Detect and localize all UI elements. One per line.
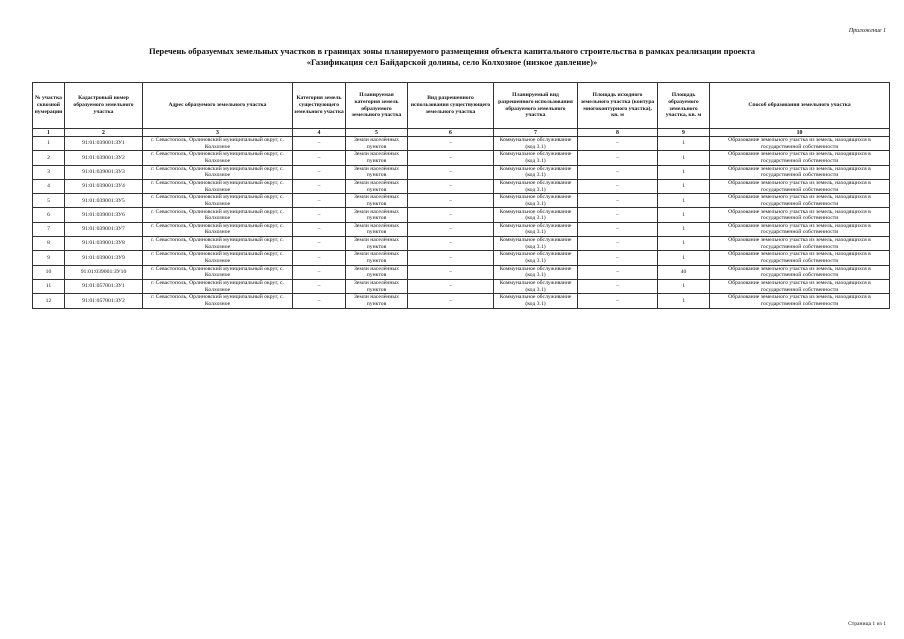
cell-planned-category: Земли населённых пунктов xyxy=(346,294,408,308)
table-row xyxy=(33,237,890,251)
table-row xyxy=(33,265,890,279)
cell-existing-use: – xyxy=(408,265,494,279)
cell-cadastral-number: 91:01:039001:ЗУ8 xyxy=(65,237,143,251)
table-row xyxy=(33,208,890,222)
cell-address: г. Севастополь, Орлиновский муниципальный округ, с. Колхозное xyxy=(143,194,293,208)
cell-plot-area: 1 xyxy=(658,279,710,293)
cell-planned-category: Земли населённых пунктов xyxy=(346,265,408,279)
column-number: 8 xyxy=(578,129,658,137)
cell-source-area: – xyxy=(578,194,658,208)
cell-source-area: – xyxy=(578,279,658,293)
cell-existing-use: – xyxy=(408,179,494,193)
cell-existing-category: – xyxy=(293,137,346,151)
table-row xyxy=(33,165,890,179)
title-line-2: «Газификация сел Байдарской долины, село Колхозное (низкое давление)» xyxy=(306,56,598,67)
cell-existing-use: – xyxy=(408,279,494,293)
cell-existing-category: – xyxy=(293,165,346,179)
cell-planned-use: Коммунальное обслуживание (код 3.1) xyxy=(494,194,578,208)
cell-plot-number: 9 xyxy=(33,251,65,265)
cell-existing-use: – xyxy=(408,165,494,179)
cell-plot-number: 8 xyxy=(33,237,65,251)
cell-cadastral-number: 91:01:039001:ЗУ5 xyxy=(65,194,143,208)
cell-existing-category: – xyxy=(293,151,346,165)
cell-address: г. Севастополь, Орлиновский муниципальный округ, с. Колхозное xyxy=(143,222,293,236)
cell-source-area: – xyxy=(578,237,658,251)
table-body xyxy=(33,137,890,309)
cell-existing-use: – xyxy=(408,208,494,222)
cell-formation-method: Образование земельного участка из земель, находящихся в государственной собственности xyxy=(710,165,890,179)
cell-address: г. Севастополь, Орлиновский муниципальный округ, с. Колхозное xyxy=(143,265,293,279)
table-row xyxy=(33,179,890,193)
page-number: Страница 1 из 1 xyxy=(848,621,886,627)
cell-formation-method: Образование земельного участка из земель, находящихся в государственной собственности xyxy=(710,265,890,279)
cell-formation-method: Образование земельного участка из земель, находящихся в государственной собственности xyxy=(710,294,890,308)
cell-source-area: – xyxy=(578,151,658,165)
cell-plot-area: 1 xyxy=(658,179,710,193)
cell-plot-number: 5 xyxy=(33,194,65,208)
cell-planned-use: Коммунальное обслуживание (код 3.1) xyxy=(494,237,578,251)
cell-plot-area: 1 xyxy=(658,208,710,222)
cell-plot-number: 4 xyxy=(33,179,65,193)
column-number: 10 xyxy=(710,129,890,137)
table-row xyxy=(33,279,890,293)
cell-address: г. Севастополь, Орлиновский муниципальный округ, с. Колхозное xyxy=(143,294,293,308)
cell-planned-use: Коммунальное обслуживание (код 3.1) xyxy=(494,208,578,222)
cell-address: г. Севастополь, Орлиновский муниципальный округ, с. Колхозное xyxy=(143,165,293,179)
cell-plot-number: 7 xyxy=(33,222,65,236)
cell-source-area: – xyxy=(578,222,658,236)
cell-existing-category: – xyxy=(293,294,346,308)
cell-address: г. Севастополь, Орлиновский муниципальный округ, с. Колхозное xyxy=(143,151,293,165)
header-existing-category: Категория земель существующего земельного участка xyxy=(293,83,346,129)
header-plot-area: Площадь образуемого земельного участка, кв. м xyxy=(658,83,710,129)
appendix-label: Приложение 1 xyxy=(848,28,886,34)
cell-formation-method: Образование земельного участка из земель, находящихся в государственной собственности xyxy=(710,179,890,193)
cell-cadastral-number: 91:01:039001:ЗУ3 xyxy=(65,165,143,179)
cell-source-area: – xyxy=(578,251,658,265)
cell-plot-number: 10 xyxy=(33,265,65,279)
cell-plot-area: 1 xyxy=(658,151,710,165)
cell-planned-use: Коммунальное обслуживание (код 3.1) xyxy=(494,265,578,279)
cell-existing-category: – xyxy=(293,237,346,251)
cell-existing-category: – xyxy=(293,279,346,293)
cell-planned-use: Коммунальное обслуживание (код 3.1) xyxy=(494,151,578,165)
cell-planned-category: Земли населённых пунктов xyxy=(346,251,408,265)
cell-address: г. Севастополь, Орлиновский муниципальный округ, с. Колхозное xyxy=(143,251,293,265)
cell-existing-category: – xyxy=(293,194,346,208)
cell-planned-use: Коммунальное обслуживание (код 3.1) xyxy=(494,179,578,193)
column-number: 2 xyxy=(65,129,143,137)
cell-plot-number: 11 xyxy=(33,279,65,293)
table-row xyxy=(33,251,890,265)
document-title xyxy=(0,46,904,67)
column-number: 1 xyxy=(33,129,65,137)
header-cadastral-number: Кадастровый номер образуемого земельного участка xyxy=(65,83,143,129)
column-number: 7 xyxy=(494,129,578,137)
cell-existing-use: – xyxy=(408,237,494,251)
cell-address: г. Севастополь, Орлиновский муниципальный округ, с. Колхозное xyxy=(143,279,293,293)
cell-formation-method: Образование земельного участка из земель, находящихся в государственной собственности xyxy=(710,137,890,151)
land-plots-table xyxy=(32,82,890,309)
cell-planned-use: Коммунальное обслуживание (код 3.1) xyxy=(494,137,578,151)
cell-plot-area: 1 xyxy=(658,194,710,208)
cell-planned-category: Земли населённых пунктов xyxy=(346,237,408,251)
cell-planned-use: Коммунальное обслуживание (код 3.1) xyxy=(494,294,578,308)
cell-cadastral-number: 91:01:039001:ЗУ6 xyxy=(65,208,143,222)
cell-source-area: – xyxy=(578,179,658,193)
table-row xyxy=(33,222,890,236)
cell-formation-method: Образование земельного участка из земель, находящихся в государственной собственности xyxy=(710,222,890,236)
cell-existing-use: – xyxy=(408,294,494,308)
cell-plot-number: 2 xyxy=(33,151,65,165)
column-number: 5 xyxy=(346,129,408,137)
cell-source-area: – xyxy=(578,137,658,151)
cell-formation-method: Образование земельного участка из земель, находящихся в государственной собственности xyxy=(710,208,890,222)
cell-planned-category: Земли населённых пунктов xyxy=(346,179,408,193)
cell-address: г. Севастополь, Орлиновский муниципальный округ, с. Колхозное xyxy=(143,208,293,222)
header-existing-use: Вид разрешенного использования существующего земельного участка xyxy=(408,83,494,129)
column-number: 3 xyxy=(143,129,293,137)
cell-existing-category: – xyxy=(293,208,346,222)
cell-cadastral-number: 91:01:039001:ЗУ9 xyxy=(65,251,143,265)
cell-source-area: – xyxy=(578,294,658,308)
cell-existing-category: – xyxy=(293,179,346,193)
cell-plot-area: 1 xyxy=(658,222,710,236)
cell-plot-area: 1 xyxy=(658,251,710,265)
cell-existing-category: – xyxy=(293,265,346,279)
cell-planned-category: Земли населённых пунктов xyxy=(346,137,408,151)
cell-existing-use: – xyxy=(408,151,494,165)
header-address: Адрес образуемого земельного участка xyxy=(143,83,293,129)
cell-formation-method: Образование земельного участка из земель, находящихся в государственной собственности xyxy=(710,251,890,265)
header-plot-number: № участка сквозной нумерации xyxy=(33,83,65,129)
title-line-1: Перечень образуемых земельных участков в границах зоны планируемого размещения объекта капитального строительства в рамках реализации проекта xyxy=(148,46,756,56)
cell-planned-category: Земли населённых пунктов xyxy=(346,279,408,293)
cell-address: г. Севастополь, Орлиновский муниципальный округ, с. Колхозное xyxy=(143,179,293,193)
cell-formation-method: Образование земельного участка из земель, находящихся в государственной собственности xyxy=(710,151,890,165)
cell-plot-number: 6 xyxy=(33,208,65,222)
cell-planned-use: Коммунальное обслуживание (код 3.1) xyxy=(494,165,578,179)
column-number: 9 xyxy=(658,129,710,137)
cell-planned-category: Земли населённых пунктов xyxy=(346,194,408,208)
cell-planned-use: Коммунальное обслуживание (код 3.1) xyxy=(494,222,578,236)
table-row xyxy=(33,151,890,165)
cell-existing-use: – xyxy=(408,222,494,236)
cell-plot-number: 12 xyxy=(33,294,65,308)
cell-cadastral-number: 91:01:039001:ЗУ1 xyxy=(65,137,143,151)
header-planned-category: Планируемая категория земель образуемого земельного участка xyxy=(346,83,408,129)
cell-formation-method: Образование земельного участка из земель, находящихся в государственной собственности xyxy=(710,194,890,208)
cell-planned-category: Земли населённых пунктов xyxy=(346,222,408,236)
cell-planned-category: Земли населённых пунктов xyxy=(346,208,408,222)
column-number: 6 xyxy=(408,129,494,137)
cell-cadastral-number: 91:01:039001:ЗУ7 xyxy=(65,222,143,236)
cell-planned-use: Коммунальное обслуживание (код 3.1) xyxy=(494,251,578,265)
cell-planned-category: Земли населённых пунктов xyxy=(346,165,408,179)
table-row xyxy=(33,137,890,151)
cell-planned-use: Коммунальное обслуживание (код 3.1) xyxy=(494,279,578,293)
header-formation-method: Способ образования земельного участка xyxy=(710,83,890,129)
cell-cadastral-number: 91:01:039001:ЗУ2 xyxy=(65,151,143,165)
cell-cadastral-number: 91:01:057001:ЗУ2 xyxy=(65,294,143,308)
cell-cadastral-number: 91:01:039001:ЗУ10 xyxy=(65,265,143,279)
cell-source-area: – xyxy=(578,208,658,222)
cell-plot-number: 1 xyxy=(33,137,65,151)
header-planned-use: Планируемый вид разрешенного использования образуемого земельного участка xyxy=(494,83,578,129)
cell-plot-number: 3 xyxy=(33,165,65,179)
cell-existing-use: – xyxy=(408,251,494,265)
cell-plot-area: 40 xyxy=(658,265,710,279)
cell-plot-area: 1 xyxy=(658,137,710,151)
cell-address: г. Севастополь, Орлиновский муниципальный округ, с. Колхозное xyxy=(143,137,293,151)
cell-formation-method: Образование земельного участка из земель, находящихся в государственной собственности xyxy=(710,237,890,251)
cell-planned-category: Земли населённых пунктов xyxy=(346,151,408,165)
cell-formation-method: Образование земельного участка из земель, находящихся в государственной собственности xyxy=(710,279,890,293)
column-number: 4 xyxy=(293,129,346,137)
cell-address: г. Севастополь, Орлиновский муниципальный округ, с. Колхозное xyxy=(143,237,293,251)
cell-existing-category: – xyxy=(293,222,346,236)
header-source-area: Площадь исходного земельного участка (контура многоконтурного участка), кв. м xyxy=(578,83,658,129)
cell-existing-category: – xyxy=(293,251,346,265)
cell-source-area: – xyxy=(578,165,658,179)
cell-cadastral-number: 91:01:039001:ЗУ4 xyxy=(65,179,143,193)
cell-plot-area: 1 xyxy=(658,294,710,308)
table-row xyxy=(33,194,890,208)
cell-plot-area: 1 xyxy=(658,237,710,251)
cell-existing-use: – xyxy=(408,137,494,151)
table-row xyxy=(33,294,890,308)
cell-existing-use: – xyxy=(408,194,494,208)
cell-cadastral-number: 91:01:057001:ЗУ1 xyxy=(65,279,143,293)
cell-plot-area: 1 xyxy=(658,165,710,179)
cell-source-area: – xyxy=(578,265,658,279)
